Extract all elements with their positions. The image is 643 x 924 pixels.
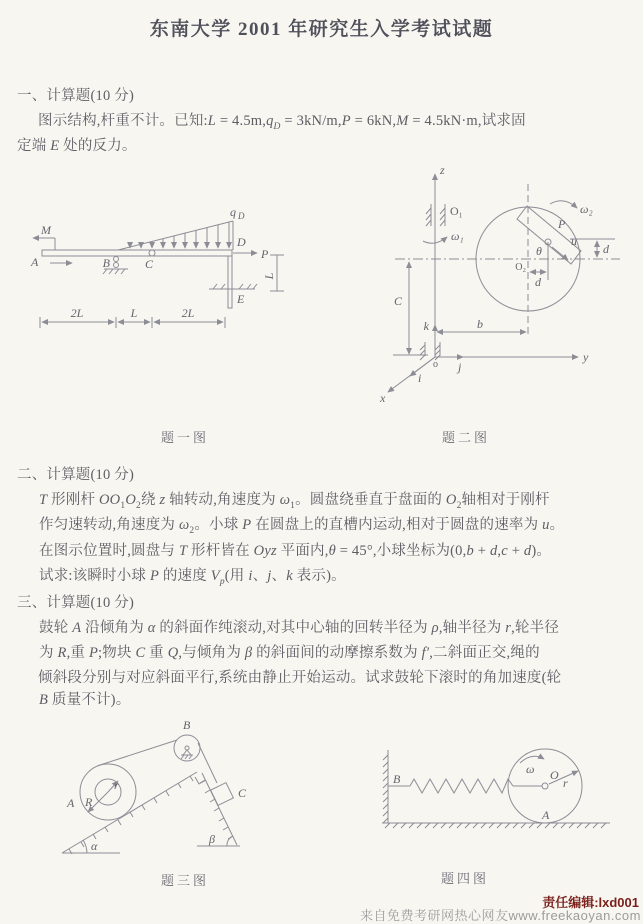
label-j: j	[458, 360, 462, 374]
label-d-right: d	[603, 242, 609, 256]
label-o2: O₂	[515, 262, 526, 273]
label-k: k	[423, 319, 429, 333]
problem-3-heading: 三、计算题(10 分)	[17, 595, 134, 611]
distributed-load	[118, 205, 246, 250]
label-u: u	[571, 234, 577, 248]
label-o: O	[550, 768, 559, 782]
dimension-b	[437, 317, 526, 332]
block-c	[211, 783, 247, 806]
figure-2-disk-diagram	[330, 158, 643, 458]
problem-3-line-1: 鼓轮 A 沿倾角为 α 的斜面作纯滚动,对其中心轴的回转半径为 ρ,轴半径为 r,轮半径	[39, 620, 560, 636]
label-r-small: r	[114, 778, 119, 792]
label-r: r	[563, 776, 568, 790]
label-b: B	[102, 256, 110, 270]
figure-1-caption: 题一图	[160, 430, 210, 445]
problem-3-line-3: 倾斜段分别与对应斜面平行,系统由静止开始运动。试求鼓轮下滚时的角加速度(轮	[38, 670, 562, 686]
label-beta: β	[209, 832, 215, 846]
label-b: B	[183, 718, 191, 732]
problem-2-line-4: 试求:该瞬时小球 P 的速度 $V_p$(用 i、j、k 表示)。	[39, 568, 346, 587]
figure-3-incline-diagram	[25, 715, 315, 900]
label-o: o	[433, 359, 438, 370]
problem-3-line-4: B 质量不计)。	[39, 692, 131, 708]
label-y: y	[583, 350, 589, 364]
moment-m-couple	[30, 223, 72, 269]
label-b: B	[393, 772, 401, 786]
support-b	[103, 256, 128, 274]
label-o1: O₁	[450, 204, 463, 218]
label-q-sub: D	[238, 211, 245, 221]
bearing-o1	[426, 204, 463, 226]
figure-4-caption: 题四图	[440, 871, 490, 886]
beam	[42, 250, 232, 308]
right-incline	[195, 773, 240, 846]
figure-2-caption: 题二图	[441, 430, 491, 445]
label-b: b	[477, 317, 483, 331]
label-p: P	[261, 247, 269, 261]
problem-1-line-2: 定端 E 处的反力。	[17, 138, 137, 154]
figure-1-beam-diagram	[15, 158, 325, 458]
label-m: M	[41, 223, 51, 237]
hinge-c	[145, 250, 155, 271]
label-omega1: ω₁	[451, 229, 464, 243]
label-r-big: R	[85, 795, 93, 809]
omega1-arrow	[423, 229, 464, 243]
slot	[517, 206, 581, 264]
ground	[382, 823, 610, 828]
label-d-inner: d	[535, 275, 541, 289]
label-e: E	[237, 292, 245, 306]
footer-editor: 责任编辑:lxd001	[542, 895, 639, 910]
fixed-support-e	[209, 284, 257, 306]
label-c: C	[144, 257, 154, 271]
label-x: x	[380, 391, 386, 405]
label-p: P	[558, 217, 566, 231]
geometry-marks	[515, 239, 615, 289]
page-title: 东南大学 2001 年研究生入学考试试题	[149, 19, 494, 40]
figure-3-caption: 题三图	[160, 873, 210, 888]
label-d: D	[237, 235, 246, 249]
left-incline	[62, 772, 197, 854]
problem-1-line-1: 图示结构,杆重不计。已知:L = $4.5m,q_D = 3kN/m,P = 6kN,M = 4.5kN\cdot m$,试求固	[38, 113, 526, 132]
label-i: i	[418, 371, 422, 385]
label-q: q	[230, 205, 236, 219]
pulley-b	[174, 718, 200, 761]
omega2-arrow	[550, 201, 593, 216]
problem-2-line-3: 在图示位置时,圆盘与 T 形杆皆在 Oyz 平面内,θ = 45°,小球坐标为(0,b + d,c + d)。	[39, 543, 552, 559]
label-dim-2l-right: 2L	[181, 306, 195, 320]
problem-2-heading: 二、计算题(10 分)	[17, 467, 134, 483]
z-axis	[435, 163, 445, 357]
label-omega: ω	[526, 762, 535, 776]
label-dim-2l-left: 2L	[70, 306, 84, 320]
label-dim-v: L	[262, 272, 276, 280]
label-z: z	[440, 163, 445, 177]
label-theta: θ	[536, 244, 542, 258]
label-c: C	[238, 786, 247, 800]
problem-2-line-2: 作匀速转动,角速度为 $\omega_2$。小球 P 在圆盘上的直槽内运动,相对于圆盘的速率为 u。	[39, 517, 565, 536]
figure-4-spring-wheel-diagram	[370, 725, 630, 895]
label-c: C	[393, 294, 402, 308]
ropes	[97, 740, 217, 783]
label-a: A	[31, 255, 39, 269]
force-p-arrow	[233, 247, 269, 261]
label-alpha: α	[91, 839, 98, 853]
dimension-c	[393, 262, 428, 355]
problem-3-line-2: 为 R,重 P;物块 C 重 Q,与倾角为 β 的斜面间的动摩擦系数为 f′,二斜面正交,绳的	[39, 645, 540, 661]
dimension-bottom	[40, 306, 225, 328]
problem-1-heading: 一、计算题(10 分)	[17, 88, 134, 104]
label-a: A	[542, 808, 550, 822]
problem-2-line-1: T 形刚杆 $OO_1O_2$绕 z 轴转动,角速度为 $\omega_1$。圆盘绕垂直于盘面的 $O_2$轴相对于刚杆	[39, 492, 550, 511]
spring	[388, 779, 542, 793]
label-omega2: ω₂	[580, 202, 593, 216]
drum-a	[66, 764, 136, 820]
footer-source-link[interactable]: 来自免费考研网热心网友www.freekaoyan.com	[359, 908, 641, 923]
label-dim-l-mid: L	[130, 306, 138, 320]
label-a: A	[67, 796, 75, 810]
